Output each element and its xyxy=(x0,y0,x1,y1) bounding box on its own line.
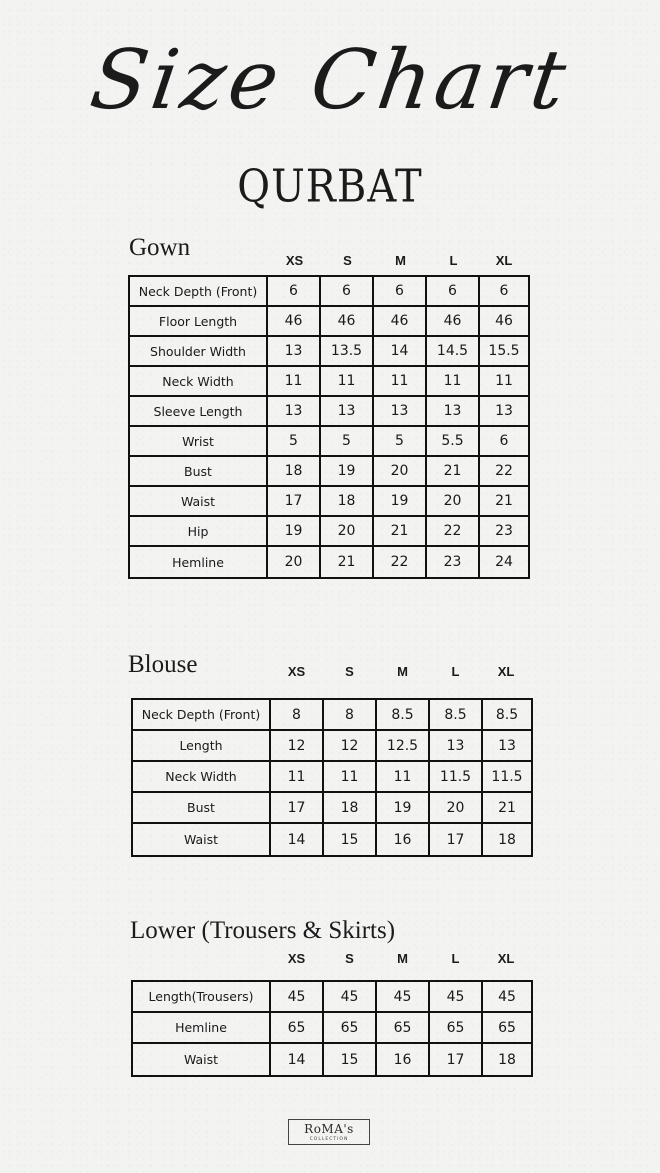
measurement-value: 6 xyxy=(321,277,374,307)
gown-size-table xyxy=(128,275,530,579)
size-label: XS xyxy=(287,664,306,679)
roma-collection-logo xyxy=(288,1119,370,1145)
measurement-label: Waist xyxy=(133,1044,271,1075)
measurement-value: 21 xyxy=(321,547,374,577)
measurement-label: Neck Width xyxy=(133,762,271,793)
size-label: L xyxy=(451,664,460,679)
measurement-value: 17 xyxy=(268,487,321,517)
measurement-value: 65 xyxy=(483,1013,531,1044)
measurement-label: Sleeve Length xyxy=(130,397,268,427)
measurement-value: 65 xyxy=(324,1013,377,1044)
measurement-value: 17 xyxy=(430,824,483,855)
measurement-value: 65 xyxy=(271,1013,324,1044)
table-row xyxy=(133,1013,531,1044)
size-label: M xyxy=(395,253,406,268)
table-row xyxy=(130,367,528,397)
table-row xyxy=(130,517,528,547)
measurement-label: Shoulder Width xyxy=(130,337,268,367)
table-row xyxy=(130,427,528,457)
measurement-value: 22 xyxy=(480,457,528,487)
measurement-value: 11.5 xyxy=(430,762,483,793)
measurement-label: Neck Depth (Front) xyxy=(133,700,271,731)
measurement-value: 11 xyxy=(480,367,528,397)
measurement-value: 21 xyxy=(480,487,528,517)
measurement-label: Wrist xyxy=(130,427,268,457)
measurement-label: Neck Width xyxy=(130,367,268,397)
measurement-value: 5 xyxy=(268,427,321,457)
measurement-value: 65 xyxy=(430,1013,483,1044)
measurement-value: 13 xyxy=(268,337,321,367)
measurement-value: 13 xyxy=(483,731,531,762)
size-label: L xyxy=(449,253,458,268)
logo-sub-text: COLLECTION xyxy=(309,1137,349,1142)
measurement-label: Bust xyxy=(133,793,271,824)
measurement-label: Hip xyxy=(130,517,268,547)
measurement-value: 14 xyxy=(271,1044,324,1075)
measurement-value: 21 xyxy=(483,793,531,824)
size-label: M xyxy=(397,664,408,679)
size-label: S xyxy=(345,664,354,679)
measurement-value: 11.5 xyxy=(483,762,531,793)
table-row xyxy=(133,982,531,1013)
size-label: M xyxy=(397,951,408,966)
table-row xyxy=(130,487,528,517)
blouse-table-body xyxy=(133,700,531,855)
measurement-value: 20 xyxy=(321,517,374,547)
measurement-value: 21 xyxy=(427,457,480,487)
measurement-value: 11 xyxy=(427,367,480,397)
measurement-value: 18 xyxy=(498,1051,516,1068)
measurement-value: 18 xyxy=(321,487,374,517)
measurement-value: 13 xyxy=(430,731,483,762)
measurement-value: 15 xyxy=(324,1044,377,1075)
measurement-value: 6 xyxy=(427,277,480,307)
measurement-value: 11 xyxy=(377,762,430,793)
size-header-blouse xyxy=(270,664,530,679)
size-label: S xyxy=(343,253,352,268)
measurement-label: Bust xyxy=(130,457,268,487)
size-label: L xyxy=(451,951,460,966)
measurement-value: 5 xyxy=(321,427,374,457)
measurement-value: 23 xyxy=(427,547,480,577)
measurement-value: 15 xyxy=(324,824,377,855)
measurement-value: 13 xyxy=(480,397,528,427)
measurement-value: 20 xyxy=(374,457,427,487)
measurement-value: 11 xyxy=(268,367,321,397)
measurement-value: 13 xyxy=(268,397,321,427)
size-label: XL xyxy=(497,951,515,966)
measurement-value: 16 xyxy=(377,1044,430,1075)
measurement-value: 15.5 xyxy=(480,337,528,367)
section-title-blouse: Blouse xyxy=(128,651,198,678)
measurement-value: 6 xyxy=(480,427,528,457)
table-row xyxy=(130,457,528,487)
measurement-value: 22 xyxy=(427,517,480,547)
measurement-value: 46 xyxy=(321,307,374,337)
measurement-value: 14 xyxy=(271,824,324,855)
measurement-value: 11 xyxy=(324,762,377,793)
measurement-value: 14.5 xyxy=(427,337,480,367)
measurement-value: 45 xyxy=(377,982,430,1013)
measurement-value: 65 xyxy=(377,1013,430,1044)
table-row xyxy=(130,277,528,307)
table-row xyxy=(133,731,531,762)
measurement-value: 13.5 xyxy=(321,337,374,367)
table-row xyxy=(133,1044,531,1075)
measurement-value: 45 xyxy=(430,982,483,1013)
size-label: XS xyxy=(285,253,304,268)
size-label: XS xyxy=(287,951,306,966)
measurement-value: 21 xyxy=(374,517,427,547)
measurement-label: Floor Length xyxy=(130,307,268,337)
measurement-value: 19 xyxy=(268,517,321,547)
blouse-size-table xyxy=(131,698,533,857)
size-header-lower xyxy=(270,951,530,966)
measurement-value: 45 xyxy=(483,982,531,1013)
size-header-gown xyxy=(268,253,528,268)
measurement-value: 22 xyxy=(374,547,427,577)
measurement-value: 19 xyxy=(374,487,427,517)
size-label: XL xyxy=(497,664,515,679)
measurement-value: 12 xyxy=(324,731,377,762)
measurement-value: 18 xyxy=(498,831,516,848)
size-label: XL xyxy=(495,253,513,268)
table-row xyxy=(130,337,528,367)
gown-table-body xyxy=(130,277,528,577)
measurement-value: 13 xyxy=(321,397,374,427)
measurement-value: 6 xyxy=(268,277,321,307)
measurement-value: 8.5 xyxy=(483,700,531,731)
measurement-value: 19 xyxy=(377,793,430,824)
measurement-value: 14 xyxy=(374,337,427,367)
measurement-value: 20 xyxy=(427,487,480,517)
measurement-value: 8.5 xyxy=(430,700,483,731)
measurement-value: 8.5 xyxy=(377,700,430,731)
measurement-label: Hemline xyxy=(133,1013,271,1044)
logo-main-text: RoMA's xyxy=(304,1122,354,1136)
measurement-label: Waist xyxy=(130,487,268,517)
measurement-value: 6 xyxy=(480,277,528,307)
table-row xyxy=(130,307,528,337)
measurement-value: 13 xyxy=(427,397,480,427)
measurement-label: Length(Trousers) xyxy=(133,982,271,1013)
brand-logo: QURBAT xyxy=(237,161,423,213)
measurement-value: 45 xyxy=(271,982,324,1013)
measurement-value: 46 xyxy=(374,307,427,337)
measurement-value: 24 xyxy=(495,554,513,570)
measurement-value: 17 xyxy=(271,793,324,824)
measurement-value: 8 xyxy=(271,700,324,731)
lower-size-table xyxy=(131,980,533,1077)
section-title-gown: Gown xyxy=(129,234,191,261)
measurement-value: 20 xyxy=(430,793,483,824)
measurement-value: 12.5 xyxy=(377,731,430,762)
measurement-value: 6 xyxy=(374,277,427,307)
measurement-value: 23 xyxy=(480,517,528,547)
measurement-label: Neck Depth (Front) xyxy=(130,277,268,307)
measurement-value: 17 xyxy=(430,1044,483,1075)
measurement-value: 20 xyxy=(268,547,321,577)
measurement-value: 18 xyxy=(324,793,377,824)
table-row xyxy=(133,793,531,824)
measurement-value: 12 xyxy=(271,731,324,762)
measurement-value: 45 xyxy=(324,982,377,1013)
table-row xyxy=(133,824,531,855)
measurement-value: 11 xyxy=(374,367,427,397)
measurement-value: 46 xyxy=(480,307,528,337)
measurement-value: 18 xyxy=(268,457,321,487)
table-row xyxy=(133,700,531,731)
measurement-value: 8 xyxy=(324,700,377,731)
measurement-value: 13 xyxy=(374,397,427,427)
measurement-label: Length xyxy=(133,731,271,762)
table-row xyxy=(133,762,531,793)
table-row xyxy=(130,397,528,427)
size-label: S xyxy=(345,951,354,966)
measurement-label: Hemline xyxy=(130,547,268,577)
size-chart-title: Size Chart xyxy=(84,33,576,128)
measurement-value: 5.5 xyxy=(427,427,480,457)
lower-table-body xyxy=(133,982,531,1075)
measurement-value: 46 xyxy=(427,307,480,337)
measurement-value: 5 xyxy=(374,427,427,457)
section-title-lower: Lower (Trousers & Skirts) xyxy=(130,917,396,944)
measurement-value: 19 xyxy=(321,457,374,487)
measurement-value: 46 xyxy=(268,307,321,337)
measurement-value: 16 xyxy=(377,824,430,855)
measurement-value: 11 xyxy=(321,367,374,397)
table-row xyxy=(130,547,528,577)
measurement-label: Waist xyxy=(133,824,271,855)
measurement-value: 11 xyxy=(271,762,324,793)
